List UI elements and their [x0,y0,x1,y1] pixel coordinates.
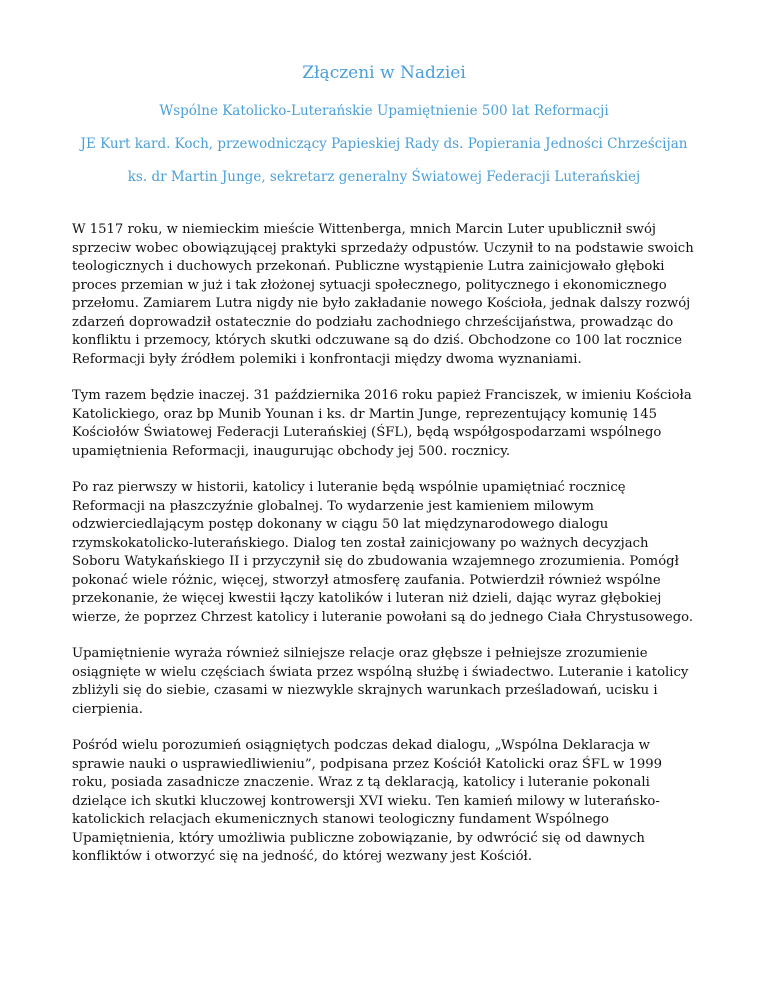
author-junge: ks. dr Martin Junge, sekretarz generalny Światowej Federacji Luterańskiej [127,169,641,185]
paragraph: W 1517 roku, w niemieckim mieście Wittenberga, mnich Marcin Luter upublicznił swój sprzeciw wobec obowiązującej praktyki sprzedaży odpustów. Uczynił to na podstawie swoich teologicznych i duchowych przekonań. Publiczne wystąpienie Lutra zainicjowało głęboki proces przemian w już i tak złożonej sytuacji społecznego, politycznego i ekonomicznego przełomu. Zamiarem Lutra nigdy nie było zakładanie nowego Kościoła, jednak dalszy rozwój zdarzeń doprowadził ostatecznie do podziału zachodniego chrześcijaństwa, prowadząc do konfliktu i przemocy, których skutki odczuwane są do dziś. Obchodzone co 100 lat rocznice Reformacji były źródłem polemiki i konfrontacji między dwoma wyznaniami. [72,222,694,367]
paragraph: Po raz pierwszy w historii, katolicy i luteranie będą wspólnie upamiętniać rocznicę Reformacji na płaszczyźnie globalnej. To wydarzenie jest kamieniem milowym odzwierciedlającym postęp dokonany w ciągu 50 lat międzynarodowego dialogu rzymskokatolicko-luterańskiego. Dialog ten został zainicjowany po ważnych decyzjach Soboru Watykańskiego II i przyczynił się do zbudowania wzajemnego zrozumienia. Pomógł pokonać wiele różnic, więcej, stworzył atmosferę zaufania. Potwierdził również wspólne przekonanie, że więcej kwestii łączy katolików i luteran niż dzieli, dając wyraz głębokiej wierze, że poprzez Chrzest katolicy i luteranie powołani są do jednego Ciała Chrystusowego. [72,480,694,625]
paragraph: Tym razem będzie inaczej. 31 października 2016 roku papież Franciszek, w imieniu Kościoła Katolickiego, oraz bp Munib Younan i ks. dr Martin Junge, reprezentujący komunię 145 Kościołów Światowej Federacji Luterańskiej (ŚFL), będą współgospodarzami wspólnego upamiętnienia Reformacji, inaugurując obchody jej 500. rocznicy. [72,388,692,459]
document-title: Złączeni w Nadziei [302,63,466,83]
document-subtitle: Wspólne Katolicko-Luterańskie Upamiętnienie 500 lat Reformacji [159,103,609,119]
paragraph: Pośród wielu porozumień osiągniętych podczas dekad dialogu, „Wspólna Deklaracja w sprawie nauki o usprawiedliwieniu”, podpisana przez Kościół Katolicki oraz ŚFL w 1999 roku, posiada zasadnicze znaczenie. Wraz z tą deklaracją, katolicy i luteranie pokonali dzielące ich skutki kluczowej kontrowersji XVI wieku. Ten kamień milowy w luterańsko-katolickich relacjach ekumenicznych stanowi teologiczny fundament Wspólnego Upamiętnienia, który umożliwia publiczne zobowiązanie, by odwrócić się od dawnych konfliktów i otworzyć się na jedność, do której wezwany jest Kościół. [72,738,663,864]
paragraph: Upamiętnienie wyraża również silniejsze relacje oraz głębsze i pełniejsze zrozumienie osiągnięte w wielu częściach świata przez wspólną służbę i świadectwo. Luteranie i katolicy zbliżyli się do siebie, czasami w niezwykle skrajnych warunkach prześladowań, ucisku i cierpienia. [72,646,689,717]
author-koch: JE Kurt kard. Koch, przewodniczący Papieskiej Rady ds. Popierania Jedności Chrześcijan [80,136,688,152]
